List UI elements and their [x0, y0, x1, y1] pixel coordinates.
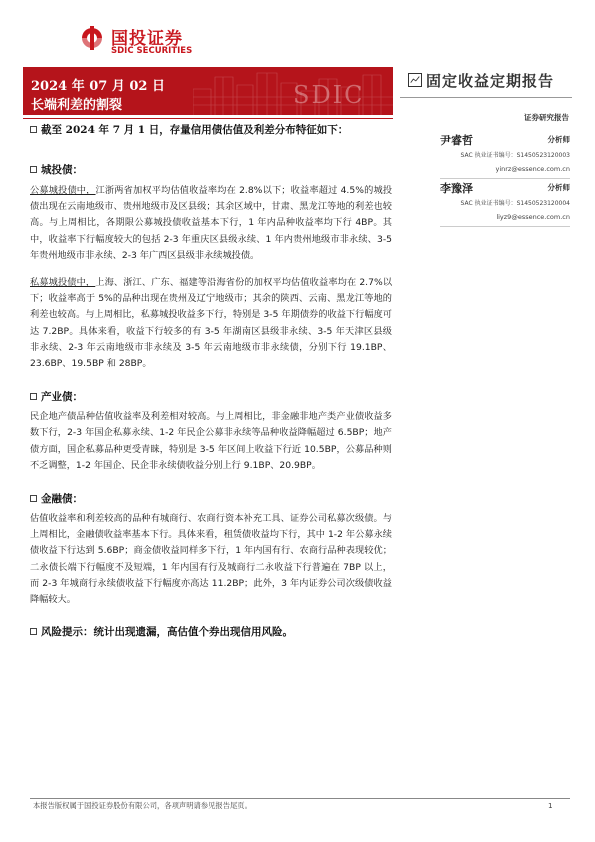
bullet-square-icon: [30, 628, 37, 635]
logo-name-cn: 国投证券: [111, 29, 183, 49]
paragraph-body: 江浙两省加权平均估值收益率均在 2.8%以下；收益率超过 4.5%的城投债出现在云南地级市、贵州地级市及区县级；其余区域中，甘肃、黑龙江等地的利差也较高。与上周相比，各期限公募城投债收益基本下行，1 年内品种收益率均下行 4BP。其中，收益率下行幅度较大的包括 2-3 年重庆区县级永续、1 年内贵州地级市非永续、3-5 年贵州地级市非永续、2-3 年广西区县级非永续城投债。: [30, 185, 393, 261]
footer-divider: [30, 798, 570, 799]
report-date: 2024 年 07 月 02 日: [31, 79, 165, 94]
bullet-square-icon: [30, 126, 37, 133]
sdic-logo: [78, 22, 208, 62]
banner-underline: [23, 118, 393, 119]
report-category: 证券研究报告: [524, 113, 569, 122]
chengtou-public-paragraph: [30, 183, 392, 264]
section-heading-chanye: [30, 389, 392, 405]
paragraph-lead: 公募城投债中，: [30, 185, 96, 196]
analyst-email[interactable]: liyz9@essence.com.cn: [496, 213, 570, 221]
report-type-header: [408, 70, 573, 92]
intro-text: 截至 2024 年 7 月 1 日，存量信用债估值及利差分布特征如下：: [41, 124, 349, 136]
report-type-divider: [400, 97, 572, 98]
analyst-role: 分析师: [547, 135, 570, 144]
analyst-divider: [440, 178, 570, 179]
bullet-square-icon: [30, 393, 37, 400]
paragraph-lead: 私募城投债中，: [30, 277, 96, 289]
page-number: 1: [548, 801, 553, 810]
analyst-divider: [440, 226, 570, 227]
risk-heading: [30, 624, 392, 640]
bullet-square-icon: [30, 495, 37, 502]
analyst-name: 尹睿哲: [440, 134, 473, 147]
report-type-title: 固定收益定期报告: [426, 72, 555, 90]
footer-disclaimer: 本报告版权属于国投证券股份有限公司，各项声明请参见报告尾页。: [33, 801, 252, 810]
section-heading-jinrong: [30, 491, 392, 507]
risk-label: 风险提示：: [41, 626, 94, 639]
analyst-name: 李豫泽: [440, 182, 473, 195]
sdic-logo-mark-icon: [78, 24, 106, 52]
risk-text: 统计出现遗漏，高估值个券出现信用风险。: [93, 626, 293, 639]
section-heading-chengtou: [30, 162, 392, 178]
analyst-sac-number: SAC 执业证书编号：S1450523120004: [460, 200, 570, 207]
jinrong-paragraph: 估值收益率和利差较高的品种有城商行、农商行资本补充工具、证券公司私募次级债。与上周相比，金融债收益率基本下行。具体来看，租赁债收益均下行，其中 1-2 年公募永续债收益下行达到 5.6BP；商金债收益同样多下行，1 年内国有行、农商行品种表现较优；二永债长端下行幅度不及短端，1 年内国有行及城商行二永收益下行普遍在 7BP 以上，而 2-3 年城商行永续债收益下行幅度亦高达 11.2BP；此外，3 年内证券公司次级债收益降幅较大。: [30, 513, 392, 606]
paragraph-body: 上海、浙江、广东、福建等沿海省份的加权平均估值收益率均在 2.7%以下；收益率高于 5%的品种出现在贵州及辽宁地级市；其余的陕西、云南、黑龙江等地的利差也较高。与上周相比，私募城投收益多下行，特别是 3-5 年期债券的收益下行幅度可达 7.2BP。具体来看，收益下行较多的有 3-5 年湖南区县级非永续、3-5 年天津区县级非永续、2-3 年云南地级市非永续及 3-5 年云南地级市非永续债，分别下行 19.1BP、23.6BP、19.5BP 和 28BP。: [30, 277, 393, 370]
report-body: [30, 122, 392, 640]
section-heading-text: 产业债：: [41, 391, 83, 404]
report-chart-icon: [408, 73, 422, 87]
analyst-sac-number: SAC 执业证书编号：S1450523120003: [460, 152, 570, 159]
chengtou-private-paragraph: [30, 275, 392, 372]
analyst-email[interactable]: yinrz@essence.com.cn: [495, 165, 570, 173]
banner-watermark: SDIC: [293, 81, 365, 109]
report-subtitle: 长端利差的割裂: [31, 98, 123, 113]
header-banner: [23, 67, 393, 115]
bullet-square-icon: [30, 166, 37, 173]
analyst-role: 分析师: [547, 183, 570, 192]
intro-heading: [30, 122, 392, 138]
logo-name-en: SDIC SECURITIES: [111, 46, 193, 56]
section-heading-text: 城投债：: [41, 164, 83, 176]
chanye-paragraph: 民企地产债品种估值收益率及利差相对较高。与上周相比，非金融非地产类产业债收益多数下行，2-3 年国企私募永续、1-2 年民企公募非永续等品种收益降幅超过 6.5BP；地产债方面，国企私募品种更受青睐，特别是 3-5 年区间上收益下行近 10.5BP，公募品种则不乏调整，1-2 年国企、民企非永续债收益分别上行 9.1BP、20.9BP。: [30, 411, 392, 471]
section-heading-text: 金融债：: [41, 493, 83, 506]
